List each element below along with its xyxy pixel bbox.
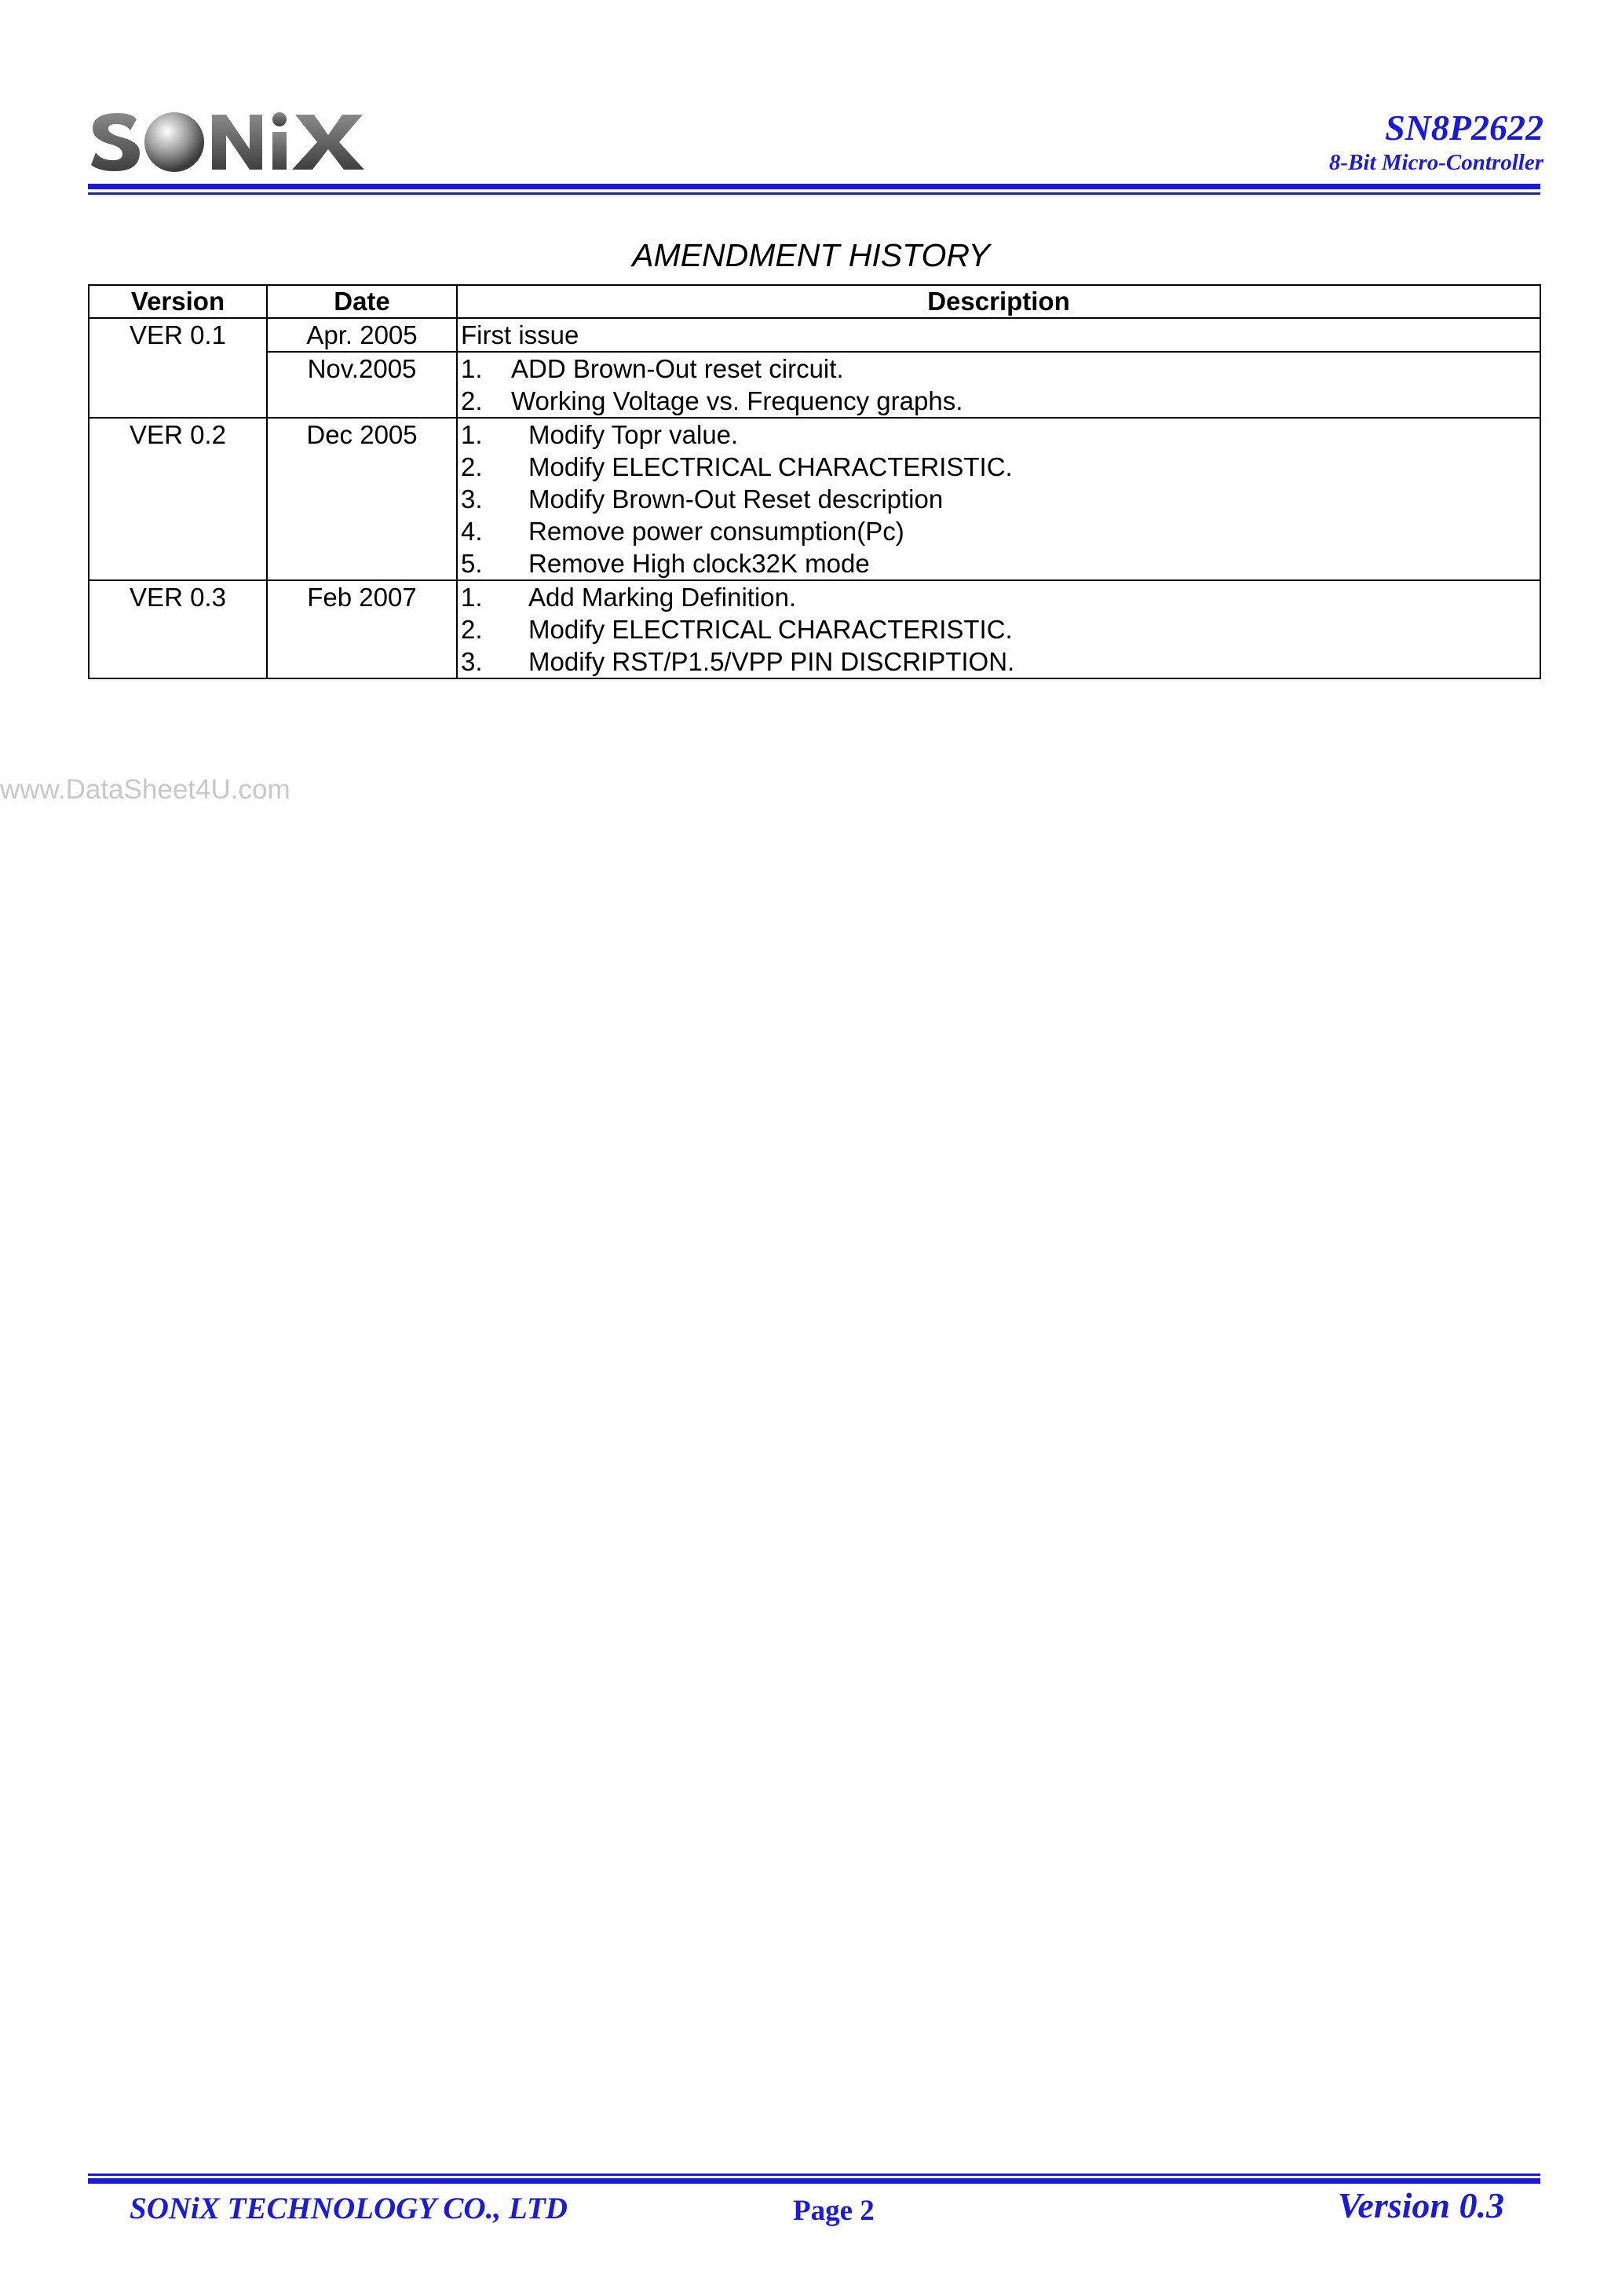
date-cell: Dec 2005 xyxy=(267,418,457,580)
list-item xyxy=(461,385,1540,417)
list-item xyxy=(461,451,1540,483)
description-cell xyxy=(457,418,1540,580)
list-item xyxy=(461,515,1540,547)
version-cell: VER 0.2 xyxy=(89,418,267,580)
list-item xyxy=(461,547,1540,579)
table-header-row xyxy=(89,285,1540,318)
product-subtitle: 8-Bit Micro-Controller xyxy=(1328,150,1543,175)
item-text: Modify RST/P1.5/VPP PIN DISCRIPTION. xyxy=(528,647,1015,676)
footer-version: Version 0.3 xyxy=(1337,2185,1504,2225)
item-text: Modify ELECTRICAL CHARACTERISTIC. xyxy=(528,615,1013,644)
watermark-link[interactable]: www.DataSheet4U.com xyxy=(0,774,290,805)
version-cell: VER 0.3 xyxy=(89,580,267,678)
product-title: SN8P2622 xyxy=(1385,108,1543,148)
list-item xyxy=(461,645,1540,678)
header-date: Date xyxy=(267,285,457,318)
item-number: 4. xyxy=(461,517,483,546)
list-item xyxy=(461,613,1540,645)
item-text: Remove High clock32K mode xyxy=(528,549,870,578)
item-text: Working Voltage vs. Frequency graphs. xyxy=(511,386,963,415)
item-number: 2. xyxy=(461,615,483,644)
item-number: 2. xyxy=(461,386,483,415)
date-cell: Apr. 2005 xyxy=(267,318,457,352)
description-cell xyxy=(457,352,1540,418)
list-item xyxy=(461,353,1540,385)
header-rule-thick xyxy=(88,184,1540,189)
footer-company: SONiX TECHNOLOGY CO., LTD xyxy=(130,2192,568,2225)
item-number: 2. xyxy=(461,452,483,481)
table-row xyxy=(89,418,1540,580)
item-number: 1. xyxy=(461,354,483,383)
amendment-table xyxy=(88,284,1541,679)
header-product xyxy=(1329,107,1543,176)
sonix-logo xyxy=(88,108,371,176)
item-number: 1. xyxy=(461,420,483,449)
header-version: Version xyxy=(89,285,267,318)
table-row xyxy=(89,580,1540,678)
item-text: Modify Brown-Out Reset description xyxy=(528,484,944,514)
list-item xyxy=(461,483,1540,515)
item-number: 3. xyxy=(461,484,483,514)
header-description: Description xyxy=(457,285,1540,318)
footer-page-number: Page 2 xyxy=(793,2195,875,2227)
description-cell: First issue xyxy=(457,318,1540,352)
description-cell xyxy=(457,580,1540,678)
table-row xyxy=(89,352,1540,418)
item-text: Modify ELECTRICAL CHARACTERISTIC. xyxy=(528,452,1013,481)
item-number: 3. xyxy=(461,647,483,676)
item-text: Modify Topr value. xyxy=(528,420,739,449)
item-number: 1. xyxy=(461,583,483,612)
footer-rule-thin xyxy=(88,2174,1540,2176)
footer-rule-thick xyxy=(88,2178,1540,2184)
version-cell: VER 0.1 xyxy=(89,318,267,418)
item-text: Remove power consumption(Pc) xyxy=(528,517,904,546)
item-text: ADD Brown-Out reset circuit. xyxy=(511,354,844,383)
item-text: Add Marking Definition. xyxy=(528,583,797,612)
document-title: AMENDMENT HISTORY xyxy=(632,237,990,273)
item-number: 5. xyxy=(461,549,483,578)
table-row xyxy=(89,318,1540,352)
header-rule-thin xyxy=(88,192,1540,195)
date-cell: Feb 2007 xyxy=(267,580,457,678)
list-item xyxy=(461,419,1540,451)
date-cell: Nov.2005 xyxy=(267,352,457,418)
list-item xyxy=(461,581,1540,613)
